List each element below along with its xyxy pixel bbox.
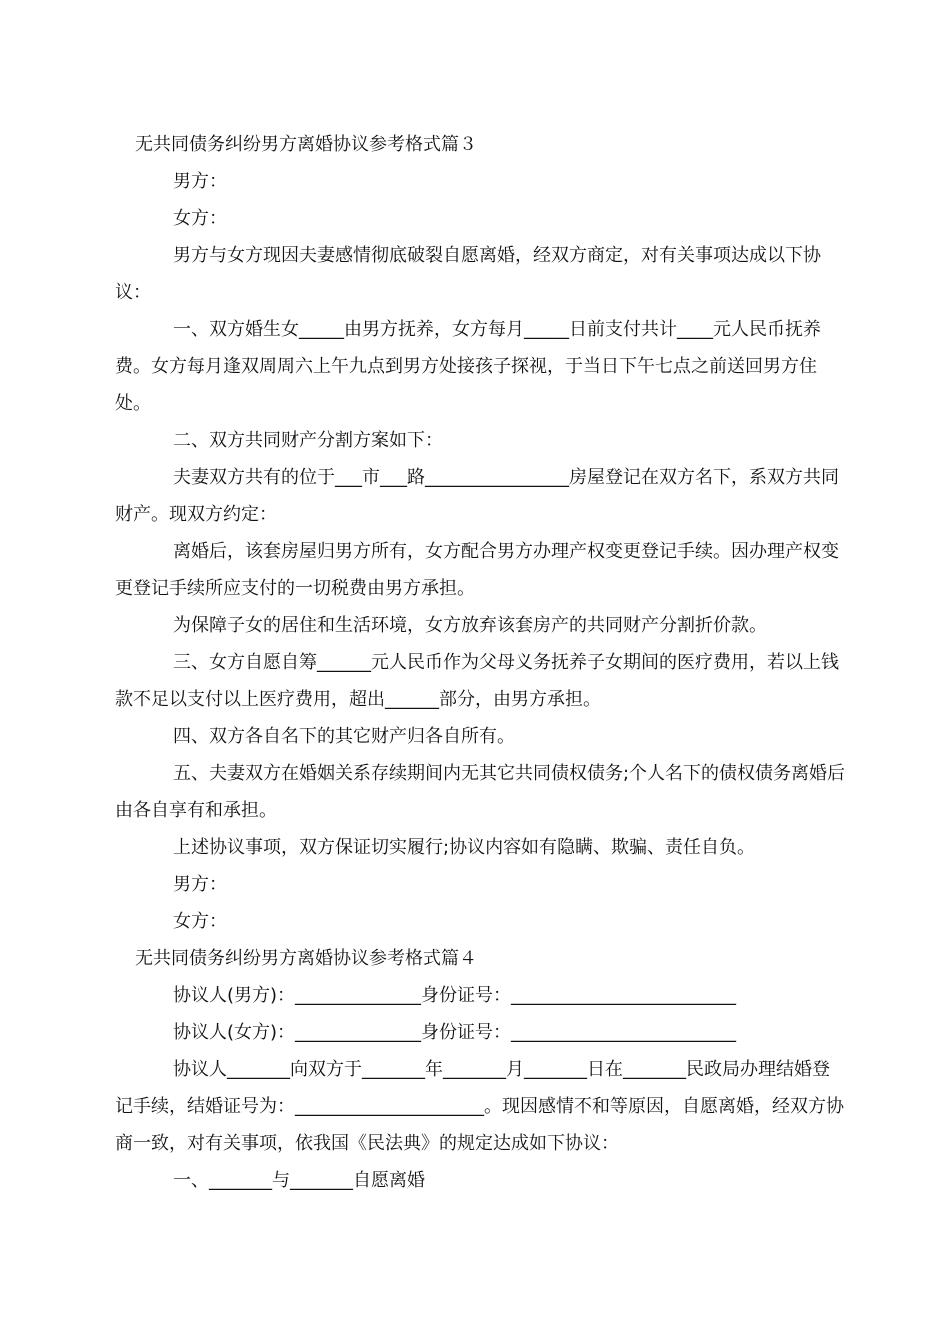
intro-paragraph: 男方与女方现因夫妻感情彻底破裂自愿离婚，经双方商定，对有关事项达成以下协议：: [115, 245, 821, 303]
clause-2-child-housing: 为保障子女的居住和生活环境，女方放弃该套房产的共同财产分割折价款。: [173, 615, 767, 636]
clause-1-custody: 一、双方婚生女_____由男方抚养，女方每月_____日前支付共计____元人民币抚养费。女方每月逢双周周六上午九点到男方处接孩子探视，于当日下午七点之前送回男方住处。: [115, 319, 821, 414]
guarantee-paragraph: 上述协议事项，双方保证切实履行;协议内容如有隐瞒、欺骗、责任自负。: [173, 837, 756, 858]
clause-2-house: 夫妻双方共有的位于___市___路________________房屋登记在双方名下，系双方共同财产。现双方约定：: [115, 467, 839, 525]
clause-2-after-divorce: 离婚后，该套房屋归男方所有，女方配合男方办理产权变更登记手续。因办理产权变更登记手续所应支付的一切税费由男方承担。: [115, 541, 839, 599]
clause-4-property: 四、双方各自名下的其它财产归各自所有。: [173, 726, 515, 747]
section4-clause-1: 一、_______与_______自愿离婚: [173, 1170, 425, 1191]
party-woman-line: 协议人(女方)：______________身份证号：_________________________: [173, 1022, 737, 1043]
section4-title: 无共同债务纠纷男方离婚协议参考格式篇４: [135, 948, 477, 969]
marriage-registration-paragraph: 协议人_______向双方于_______年_______月_______日在_______民政局办理结婚登记手续，结婚证号为：_____________________。现因感情不和等原因，自愿离婚，经双方协商一致，对有关事项，依我国《民法典》的规定达成如下协议：: [115, 1059, 844, 1154]
section3-title: 无共同债务纠纷男方离婚协议参考格式篇３: [135, 134, 477, 155]
party-man-line: 协议人(男方)：______________身份证号：_________________________: [173, 985, 737, 1006]
signature-woman: 女方：: [173, 911, 227, 932]
clause-5-debts: 五、夫妻双方在婚姻关系存续期间内无其它共同债权债务;个人名下的债权债务离婚后由各自享有和承担。: [115, 763, 846, 821]
document-page: [115, 126, 847, 1199]
man-label: 男方：: [173, 171, 227, 192]
signature-man: 男方：: [173, 874, 227, 895]
clause-2-heading: 二、双方共同财产分割方案如下：: [173, 430, 443, 451]
clause-3-medical: 三、女方自愿自筹______元人民币作为父母义务抚养子女期间的医疗费用，若以上钱款不足以支付以上医疗费用，超出______部分，由男方承担。: [115, 652, 839, 710]
woman-label: 女方：: [173, 208, 227, 229]
